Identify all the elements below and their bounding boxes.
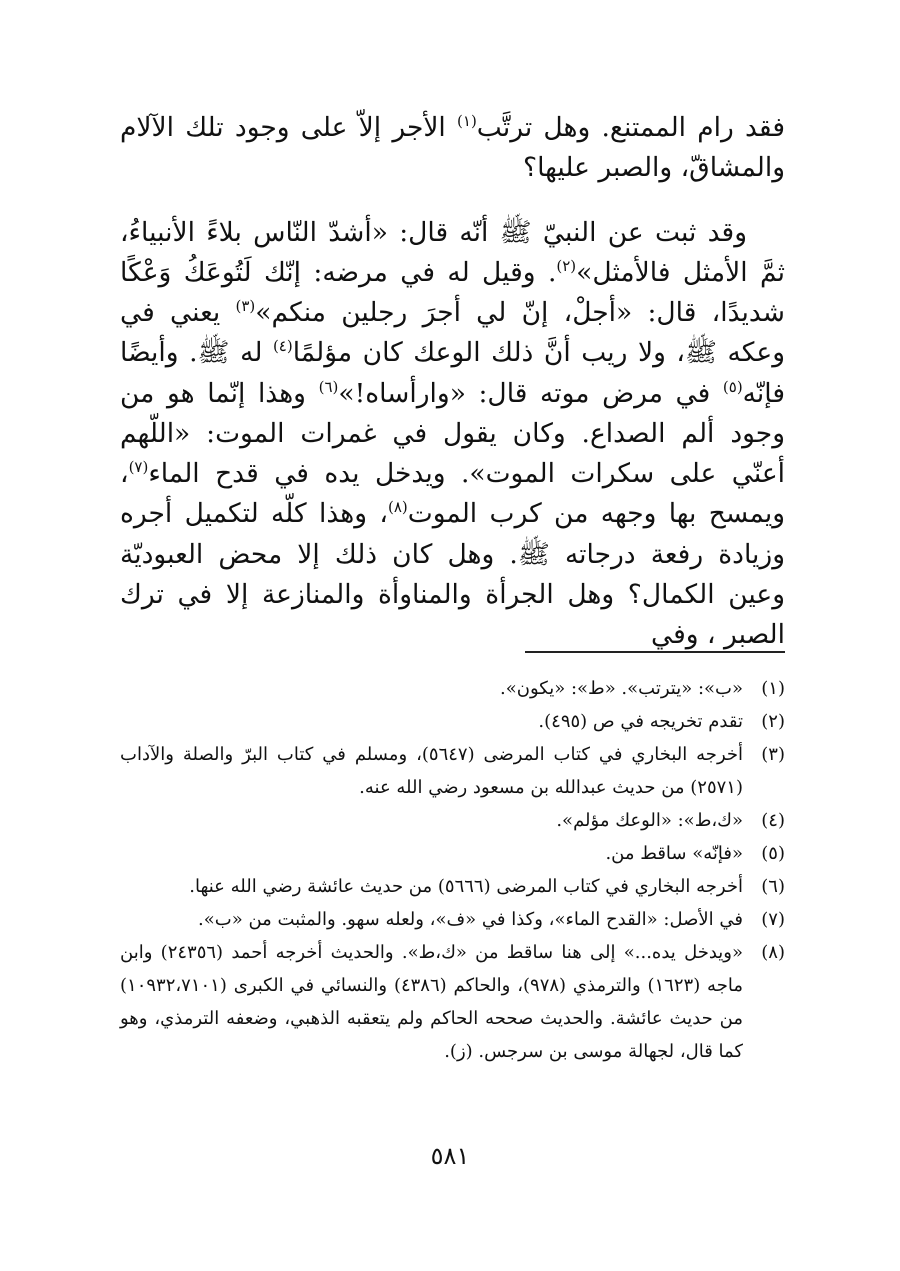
footnote-text: «ك،ط»: «الوعك مؤلم». — [556, 810, 743, 831]
footnote-text: أخرجه البخاري في كتاب المرضى (٥٦٦٦) من حديث عائشة رضي الله عنها. — [189, 876, 743, 897]
footnote-text: «ب»: «يترتب». «ط»: «يكون». — [500, 678, 743, 699]
page-number: ٥٨١ — [430, 1142, 470, 1170]
footnote-text: تقدم تخريجه في ص (٤٩٥). — [538, 711, 743, 732]
footnote-number: (٣) — [761, 744, 785, 765]
footnote-ref-8[interactable]: (٨) — [387, 498, 408, 517]
footnote-number: (٥) — [761, 843, 785, 864]
paragraph-2-part-5: في مرض موته قال: «وارأساه!» — [338, 377, 723, 409]
footnote-number: (٢) — [761, 711, 785, 732]
main-text — [120, 108, 785, 655]
paragraph-2-part-3: يعني في وعكه ﷺ، ولا ريب أنَّ ذلك الوعك كان مؤلمًا — [120, 297, 785, 369]
paragraph-2-part-8: ، وهذا كلّه لتكميل أجره وزيادة رفعة درجاته ﷺ. وهل كان ذلك إلا محض العبوديّة وعين الكمال؟ وهل الجرأة والمناوأة والمنازعة إلا في ترك الصبر ، وفي — [120, 498, 785, 651]
footnote-number: (٤) — [761, 810, 785, 831]
footnote-item-6 — [120, 870, 785, 903]
footnote-ref-3[interactable]: (٣) — [235, 297, 256, 316]
footnote-text: أخرجه البخاري في كتاب المرضى (٥٦٤٧)، ومسلم في كتاب البرّ والصلة والآداب (٢٥٧١) من حديث عبدالله بن مسعود رضي الله عنه. — [120, 744, 743, 798]
paragraph-2-part-7: ، ويمسح بها وجهه من كرب الموت — [120, 458, 785, 530]
paragraph-2-part-2: . وقيل له في مرضه: إنّك لَتُوعَكُ وَعْكًا شديدًا، قال: «أجلْ، إنّ لي أجرَ رجلين منكم» — [120, 256, 785, 329]
footnote-number: (٨) — [761, 942, 785, 963]
footnote-number: (٧) — [761, 909, 785, 930]
footnote-number: (٦) — [761, 876, 785, 897]
paragraph-1-part-2: الأجر إلاّ على وجود تلك الآلام والمشاقّ، والصبر عليها؟ — [120, 112, 785, 184]
footnote-ref-5[interactable]: (٥) — [722, 377, 743, 396]
footnote-ref-7[interactable]: (٧) — [128, 458, 149, 477]
footnote-text: «ويدخل يده...» إلى هنا ساقط من «ك،ط». والحديث أخرجه أحمد (٢٤٣٥٦) وابن ماجه (١٦٢٣) والترمذي (٩٧٨)، والحاكم (٤٣٨٦) والنسائي في الكبرى (١٠٩٣٢،٧١٠١) من حديث عائشة. والحديث صححه الحاكم ولم يتعقبه الذهبي، وضعفه الترمذي، وهو كما قال، لجهالة موسى بن سرجس. (ز). — [120, 942, 743, 1062]
footnote-item-5 — [120, 837, 785, 870]
footnote-item-3 — [120, 738, 785, 804]
footnote-ref-6[interactable]: (٦) — [318, 377, 339, 396]
footnote-item-2 — [120, 705, 785, 738]
footnote-ref-4[interactable]: (٤) — [272, 337, 293, 356]
footnotes-list — [120, 672, 785, 1068]
footnote-divider — [525, 651, 785, 653]
footnote-item-4 — [120, 804, 785, 837]
footnote-text: في الأصل: «القدح الماء»، وكذا في «ف»، ولعله سهو. والمثبت من «ب». — [198, 909, 743, 930]
paragraph-1 — [120, 108, 785, 189]
footnote-ref-1[interactable]: (١) — [457, 112, 477, 131]
paragraph-2-part-1: وقد ثبت عن النبيّ ﷺ أنّه قال: «أشدّ النّاس بلاءً الأنبياءُ، ثمَّ الأمثل فالأمثل» — [120, 216, 785, 288]
paragraph-2 — [120, 213, 785, 656]
footnote-item-8 — [120, 936, 785, 1068]
footnote-item-7 — [120, 903, 785, 936]
paragraph-2-part-4: له ﷺ. وأيضًا فإنّه — [120, 337, 785, 409]
footnote-text: «فإنّه» ساقط من. — [605, 843, 743, 864]
paragraph-2-part-6: وهذا إنّما هو من وجود ألم الصداع. وكان يقول في غمرات الموت: «اللّهم أعنّي على سكرات الموت». ويدخل يده في قدح الماء — [120, 377, 785, 490]
footnote-ref-2[interactable]: (٢) — [556, 256, 577, 275]
footnote-item-1 — [120, 672, 785, 705]
paragraph-1-part-1: فقد رام الممتنع. وهل ترتَّب — [476, 112, 785, 143]
footnote-number: (١) — [761, 678, 785, 699]
